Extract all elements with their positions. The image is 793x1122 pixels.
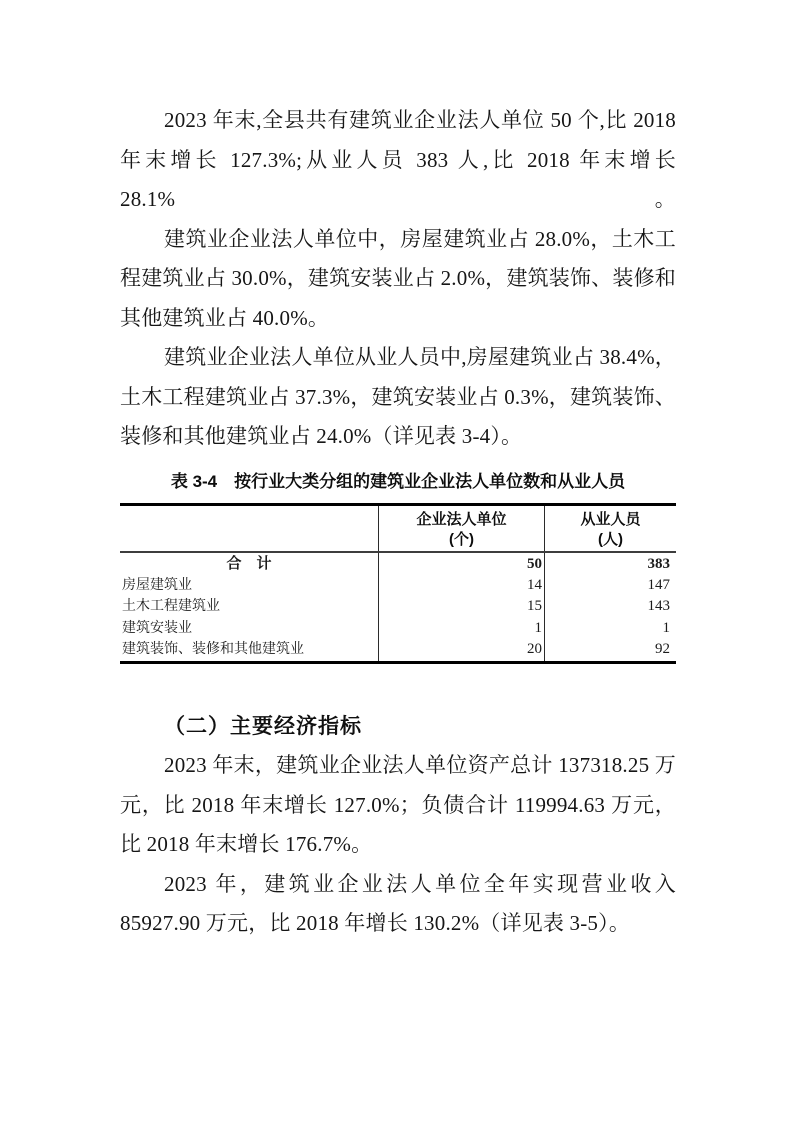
column-unit: (个) bbox=[449, 530, 474, 548]
employees-value: 147 bbox=[544, 575, 676, 597]
row-label: 房屋建筑业 bbox=[122, 577, 192, 593]
paragraph-line: 2023 年末,全县共有建筑业企业法人单位 50 个,比 2018 bbox=[164, 108, 676, 132]
paragraph-line: 比 2018 年末增长 176.7%。 bbox=[120, 832, 373, 856]
employees-value: 383 bbox=[544, 553, 676, 575]
header-cell-empty bbox=[120, 506, 378, 551]
column-unit: (人) bbox=[598, 530, 623, 548]
row-label: 建筑装饰、装修和其他建筑业 bbox=[122, 642, 304, 657]
employees-value: 143 bbox=[544, 596, 676, 618]
table-title: 表 3-4 按行业大类分组的建筑业企业法人单位数和从业人员 bbox=[170, 471, 626, 491]
table-row-total bbox=[120, 553, 676, 575]
page-content bbox=[120, 101, 676, 944]
paragraph-line: 85927.90 万元，比 2018 年增长 130.2%（详见表 3-5）。 bbox=[120, 911, 631, 935]
units-value: 1 bbox=[378, 618, 544, 640]
paragraph-unit-totals bbox=[120, 101, 676, 220]
employees-value: 1 bbox=[544, 618, 676, 640]
table-row bbox=[120, 618, 676, 640]
table-row bbox=[120, 575, 676, 597]
table-row bbox=[120, 639, 676, 661]
units-value: 50 bbox=[378, 553, 544, 575]
table-header-row bbox=[120, 506, 676, 553]
units-value: 15 bbox=[378, 596, 544, 618]
paragraph-line: 装修和其他建筑业占 24.0%（详见表 3-4）。 bbox=[120, 424, 523, 448]
statistics-table bbox=[120, 503, 676, 664]
paragraph-employee-shares bbox=[120, 338, 676, 457]
paragraph-line: 年末增长 127.3%;从业人员 383 人,比 2018 年末增长 28.1%。 bbox=[120, 147, 676, 211]
paragraph-assets-liabilities bbox=[120, 746, 676, 865]
header-cell-employees bbox=[544, 506, 676, 551]
column-name: 从业人员 bbox=[580, 510, 641, 528]
header-cell-units bbox=[378, 506, 544, 551]
paragraph-line: 2023 年末，建筑业企业法人单位资产总计 137318.25 万 bbox=[164, 753, 676, 777]
paragraph-line: 元，比 2018 年末增长 127.0%；负债合计 119994.63 万元， bbox=[120, 792, 676, 817]
paragraph-line: 2023 年，建筑业企业法人单位全年实现营业收入 bbox=[164, 871, 676, 896]
column-name: 企业法人单位 bbox=[416, 510, 507, 528]
paragraph-line: 建筑业企业法人单位中，房屋建筑业占 28.0%，土木工 bbox=[164, 226, 676, 251]
units-value: 14 bbox=[378, 575, 544, 597]
units-value: 20 bbox=[378, 639, 544, 661]
employees-value: 92 bbox=[544, 639, 676, 661]
row-label: 建筑安装业 bbox=[122, 620, 192, 636]
section-heading: （二）主要经济指标 bbox=[164, 713, 362, 738]
paragraph-line: 土木工程建筑业占 37.3%，建筑安装业占 0.3%，建筑装饰、 bbox=[120, 384, 676, 409]
row-label: 土木工程建筑业 bbox=[122, 599, 220, 614]
paragraph-unit-shares bbox=[120, 220, 676, 339]
row-label: 合 计 bbox=[226, 555, 272, 572]
paragraph-line: 程建筑业占 30.0%，建筑安装业占 2.0%，建筑装饰、装修和 bbox=[120, 266, 676, 290]
paragraph-revenue bbox=[120, 865, 676, 944]
table-row bbox=[120, 596, 676, 618]
paragraph-line: 建筑业企业法人单位从业人员中,房屋建筑业占 38.4%， bbox=[164, 345, 676, 369]
paragraph-line: 其他建筑业占 40.0%。 bbox=[120, 305, 330, 330]
